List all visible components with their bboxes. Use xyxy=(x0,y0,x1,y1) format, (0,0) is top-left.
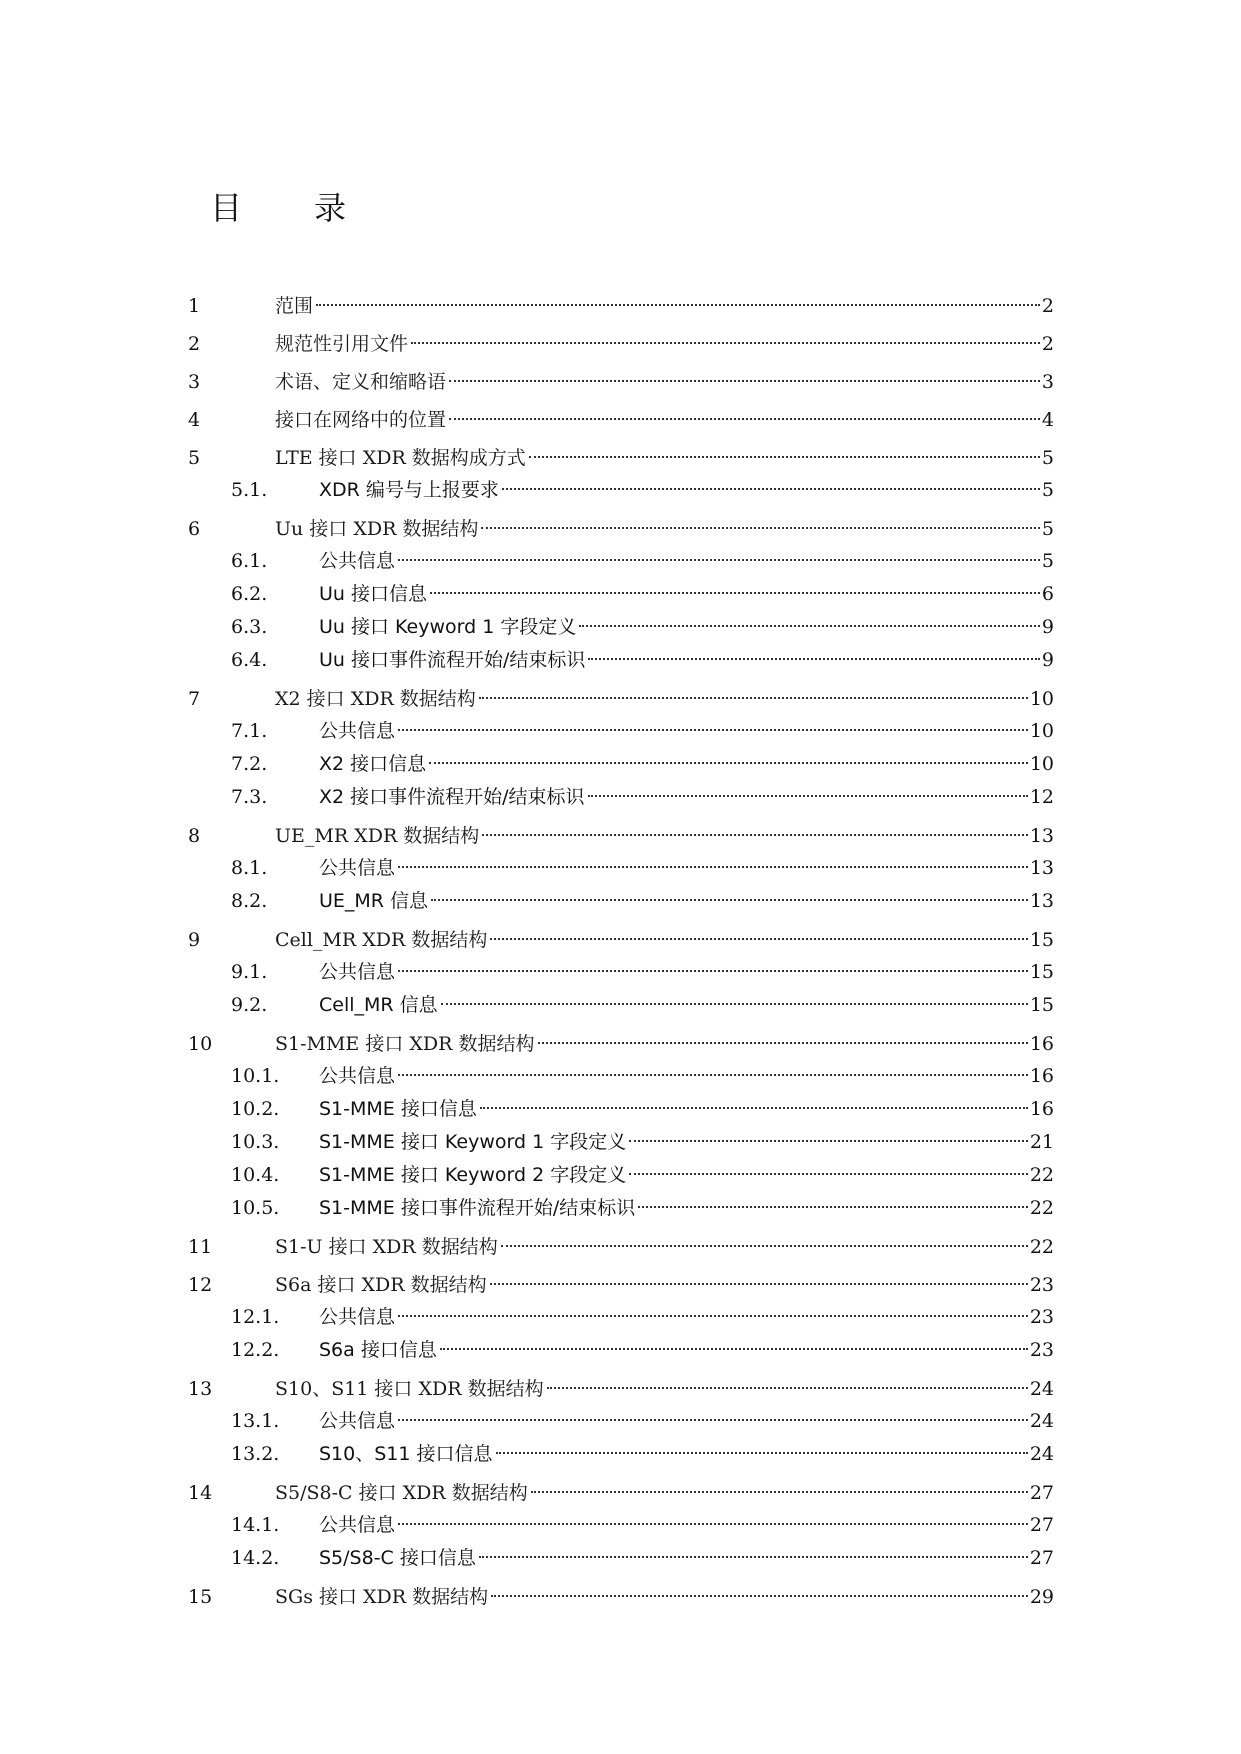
toc-entry-page-number[interactable]: 2 xyxy=(1041,333,1054,355)
toc-dot-leader xyxy=(449,380,1040,382)
toc-dot-leader xyxy=(398,1419,1028,1421)
toc-entry-title[interactable]: Uu 接口事件流程开始/结束标识 xyxy=(319,649,586,671)
toc-entry-title[interactable]: X2 接口事件流程开始/结束标识 xyxy=(319,786,585,808)
toc-entry-title[interactable]: 公共信息 xyxy=(319,1306,396,1328)
toc-dot-leader xyxy=(491,1595,1028,1597)
toc-entry-number: 6.4. xyxy=(231,649,268,671)
toc-entry-title[interactable]: Uu 接口 Keyword 1 字段定义 xyxy=(319,616,577,638)
toc-dot-leader xyxy=(501,1245,1028,1247)
toc-dot-leader xyxy=(479,1556,1028,1558)
toc-entry-number: 5.1. xyxy=(231,479,268,501)
toc-entry-number: 11 xyxy=(188,1236,213,1258)
toc-entry-title[interactable]: Cell_MR 信息 xyxy=(319,994,438,1016)
toc-entry-number: 2 xyxy=(188,333,201,355)
toc-entry-number: 6.3. xyxy=(231,616,268,638)
toc-entry-number: 4 xyxy=(188,409,201,431)
toc-entry-page-number[interactable]: 12 xyxy=(1029,786,1054,808)
toc-entry-title[interactable]: Uu 接口信息 xyxy=(319,583,427,605)
toc-entry[interactable] xyxy=(188,1438,1054,1471)
toc-entry-number: 10.2. xyxy=(231,1098,280,1120)
toc-entry-number: 8.2. xyxy=(231,890,268,912)
toc-entry-title[interactable]: 公共信息 xyxy=(319,857,396,879)
toc-entry-title[interactable]: 术语、定义和缩略语 xyxy=(275,371,447,393)
toc-dot-leader xyxy=(490,1283,1028,1285)
toc-entry[interactable] xyxy=(188,1542,1054,1575)
toc-entry-title[interactable]: Uu 接口 XDR 数据结构 xyxy=(275,518,479,540)
toc-entry[interactable] xyxy=(188,820,1054,852)
toc-entry-page-number[interactable]: 22 xyxy=(1029,1164,1054,1186)
toc-entry[interactable] xyxy=(188,366,1054,398)
toc-entry-page-number[interactable]: 27 xyxy=(1029,1547,1054,1569)
toc-dot-leader xyxy=(481,527,1039,529)
toc-entry-page-number[interactable]: 10 xyxy=(1029,688,1054,710)
toc-entry[interactable] xyxy=(188,1060,1054,1093)
toc-dot-leader xyxy=(431,899,1028,901)
toc-entry-title[interactable]: X2 接口 XDR 数据结构 xyxy=(275,688,476,710)
toc-entry-number: 7 xyxy=(188,688,201,710)
toc-entry[interactable] xyxy=(188,1192,1054,1225)
toc-entry[interactable] xyxy=(188,1509,1054,1542)
toc-entry-page-number[interactable]: 10 xyxy=(1029,720,1054,742)
toc-entry[interactable] xyxy=(188,989,1054,1022)
toc-entry-title[interactable]: 公共信息 xyxy=(319,1065,396,1087)
toc-entry-number: 12.1. xyxy=(231,1306,280,1328)
toc-entry[interactable] xyxy=(188,781,1054,814)
toc-dot-leader xyxy=(502,488,1040,490)
toc-dot-leader xyxy=(479,697,1028,699)
toc-entry-number: 9 xyxy=(188,929,201,951)
toc-entry[interactable] xyxy=(188,442,1054,474)
toc-entry-number: 12.2. xyxy=(231,1339,280,1361)
toc-entry-number: 14 xyxy=(188,1482,213,1504)
toc-entry-page-number[interactable]: 6 xyxy=(1041,583,1054,605)
toc-entry-title[interactable]: 公共信息 xyxy=(319,1514,396,1536)
toc-entry-title[interactable]: S1-MME 接口信息 xyxy=(319,1098,477,1120)
toc-entry-page-number[interactable]: 13 xyxy=(1029,890,1054,912)
toc-dot-leader xyxy=(588,658,1040,660)
toc-entry[interactable] xyxy=(188,1028,1054,1060)
table-of-contents xyxy=(188,290,1054,1613)
toc-entry-number: 7.3. xyxy=(231,786,268,808)
toc-entry-page-number[interactable]: 22 xyxy=(1029,1236,1054,1258)
toc-entry-page-number[interactable]: 4 xyxy=(1041,409,1054,431)
toc-entry-page-number[interactable]: 2 xyxy=(1041,295,1054,317)
toc-entry-title[interactable]: S5/S8-C 接口信息 xyxy=(319,1547,476,1569)
toc-entry-number: 10.5. xyxy=(231,1197,280,1219)
toc-entry-title[interactable]: 公共信息 xyxy=(319,1410,396,1432)
toc-entry[interactable] xyxy=(188,1405,1054,1438)
toc-entry-title[interactable]: UE_MR 信息 xyxy=(319,890,429,912)
toc-dot-leader xyxy=(398,866,1028,868)
page-title-char-2: 录 xyxy=(314,189,347,228)
toc-dot-leader xyxy=(441,1003,1028,1005)
toc-entry-number: 8.1. xyxy=(231,857,268,879)
toc-entry[interactable] xyxy=(188,885,1054,918)
toc-dot-leader xyxy=(449,418,1040,420)
toc-entry-page-number[interactable]: 24 xyxy=(1029,1378,1054,1400)
toc-dot-leader xyxy=(480,1107,1028,1109)
toc-entry[interactable] xyxy=(188,1231,1054,1263)
toc-entry-page-number[interactable]: 24 xyxy=(1029,1410,1054,1432)
toc-dot-leader xyxy=(490,938,1027,940)
toc-entry[interactable] xyxy=(188,924,1054,956)
toc-entry-page-number[interactable]: 23 xyxy=(1029,1274,1054,1296)
toc-dot-leader xyxy=(482,834,1028,836)
toc-entry-number: 10.3. xyxy=(231,1131,280,1153)
toc-entry[interactable] xyxy=(188,644,1054,677)
page-title-char-1: 目 xyxy=(210,189,243,228)
toc-entry[interactable] xyxy=(188,852,1054,885)
toc-entry-title[interactable]: 公共信息 xyxy=(319,720,396,742)
toc-entry[interactable] xyxy=(188,290,1054,322)
toc-entry-number: 14.2. xyxy=(231,1547,280,1569)
toc-entry-number: 10 xyxy=(188,1033,213,1055)
toc-entry-number: 9.1. xyxy=(231,961,268,983)
toc-dot-leader xyxy=(398,1315,1028,1317)
toc-entry-page-number[interactable]: 23 xyxy=(1029,1306,1054,1328)
toc-dot-leader xyxy=(629,1173,1028,1175)
toc-entry-page-number[interactable]: 24 xyxy=(1029,1443,1054,1465)
toc-dot-leader xyxy=(398,1074,1028,1076)
toc-dot-leader xyxy=(398,559,1040,561)
toc-entry[interactable] xyxy=(188,611,1054,644)
toc-entry-number: 6.1. xyxy=(231,550,268,572)
toc-entry-number: 15 xyxy=(188,1586,213,1608)
toc-entry-title[interactable]: 规范性引用文件 xyxy=(275,333,409,355)
toc-entry-title[interactable]: XDR 编号与上报要求 xyxy=(319,479,499,501)
toc-entry[interactable] xyxy=(188,1301,1054,1334)
toc-dot-leader xyxy=(638,1206,1028,1208)
toc-entry-number: 8 xyxy=(188,825,201,847)
toc-entry-number: 12 xyxy=(188,1274,213,1296)
toc-entry-page-number[interactable]: 16 xyxy=(1029,1065,1054,1087)
toc-entry-title[interactable]: S1-MME 接口事件流程开始/结束标识 xyxy=(319,1197,636,1219)
toc-dot-leader xyxy=(588,795,1028,797)
toc-entry-title[interactable]: 公共信息 xyxy=(319,961,396,983)
toc-dot-leader xyxy=(316,304,1040,306)
toc-entry-page-number[interactable]: 5 xyxy=(1041,550,1054,572)
toc-entry-page-number[interactable]: 21 xyxy=(1029,1131,1054,1153)
toc-entry[interactable] xyxy=(188,1373,1054,1405)
toc-entry-title[interactable]: S1-MME 接口 XDR 数据结构 xyxy=(275,1033,535,1055)
toc-dot-leader xyxy=(411,342,1040,344)
toc-entry-page-number[interactable]: 16 xyxy=(1029,1098,1054,1120)
toc-entry-page-number[interactable]: 13 xyxy=(1029,857,1054,879)
toc-entry[interactable] xyxy=(188,578,1054,611)
toc-entry-page-number[interactable]: 5 xyxy=(1041,479,1054,501)
toc-entry-number: 10.1. xyxy=(231,1065,280,1087)
toc-dot-leader xyxy=(398,729,1028,731)
toc-entry-number: 10.4. xyxy=(231,1164,280,1186)
toc-entry-number: 1 xyxy=(188,295,201,317)
toc-entry-page-number[interactable]: 5 xyxy=(1041,518,1054,540)
toc-entry-number: 5 xyxy=(188,447,201,469)
toc-dot-leader xyxy=(398,970,1028,972)
toc-entry-title[interactable]: 范围 xyxy=(275,295,314,317)
toc-entry-page-number[interactable]: 13 xyxy=(1029,825,1054,847)
toc-entry[interactable] xyxy=(188,683,1054,715)
toc-entry-title[interactable]: 公共信息 xyxy=(319,550,396,572)
toc-dot-leader xyxy=(538,1042,1028,1044)
toc-entry[interactable] xyxy=(188,748,1054,781)
toc-entry[interactable] xyxy=(188,956,1054,989)
toc-entry-page-number[interactable]: 3 xyxy=(1041,371,1054,393)
toc-dot-leader xyxy=(440,1348,1028,1350)
toc-dot-leader xyxy=(430,592,1040,594)
toc-entry-title[interactable]: SGs 接口 XDR 数据结构 xyxy=(275,1586,489,1608)
toc-entry-title[interactable]: S6a 接口 XDR 数据结构 xyxy=(275,1274,487,1296)
toc-entry[interactable] xyxy=(188,474,1054,507)
toc-entry[interactable] xyxy=(188,1159,1054,1192)
page-title xyxy=(210,183,346,229)
toc-dot-leader xyxy=(579,625,1040,627)
toc-entry[interactable] xyxy=(188,1269,1054,1301)
toc-entry[interactable] xyxy=(188,1581,1054,1613)
toc-entry-title[interactable]: S10、S11 接口 XDR 数据结构 xyxy=(275,1378,544,1400)
toc-entry-title[interactable]: S10、S11 接口信息 xyxy=(319,1443,493,1465)
toc-dot-leader xyxy=(496,1452,1028,1454)
toc-entry-title[interactable]: Cell_MR XDR 数据结构 xyxy=(275,929,488,951)
toc-entry-number: 6.2. xyxy=(231,583,268,605)
toc-entry-number: 7.2. xyxy=(231,753,268,775)
toc-entry[interactable] xyxy=(188,545,1054,578)
toc-entry-title[interactable]: S1-U 接口 XDR 数据结构 xyxy=(275,1236,498,1258)
toc-entry-page-number[interactable]: 9 xyxy=(1041,616,1054,638)
toc-entry-page-number[interactable]: 9 xyxy=(1041,649,1054,671)
toc-entry-page-number[interactable]: 16 xyxy=(1029,1033,1054,1055)
toc-entry-page-number[interactable]: 27 xyxy=(1029,1482,1054,1504)
toc-entry-title[interactable]: S1-MME 接口 Keyword 2 字段定义 xyxy=(319,1164,627,1186)
toc-entry-page-number[interactable]: 15 xyxy=(1029,929,1054,951)
toc-entry-number: 9.2. xyxy=(231,994,268,1016)
toc-entry-title[interactable]: UE_MR XDR 数据结构 xyxy=(275,825,480,847)
toc-entry-title[interactable]: S1-MME 接口 Keyword 1 字段定义 xyxy=(319,1131,627,1153)
toc-entry-page-number[interactable]: 5 xyxy=(1041,447,1054,469)
toc-entry-number: 3 xyxy=(188,371,201,393)
toc-entry-number: 13.2. xyxy=(231,1443,280,1465)
toc-entry-page-number[interactable]: 15 xyxy=(1029,994,1054,1016)
toc-entry-number: 6 xyxy=(188,518,201,540)
toc-entry[interactable] xyxy=(188,404,1054,436)
toc-entry[interactable] xyxy=(188,1477,1054,1509)
toc-entry-title[interactable]: S5/S8-C 接口 XDR 数据结构 xyxy=(275,1482,528,1504)
toc-dot-leader xyxy=(531,1491,1028,1493)
toc-entry-title[interactable]: X2 接口信息 xyxy=(319,753,427,775)
toc-entry[interactable] xyxy=(188,715,1054,748)
toc-entry[interactable] xyxy=(188,513,1054,545)
toc-entry-page-number[interactable]: 29 xyxy=(1029,1586,1054,1608)
toc-entry[interactable] xyxy=(188,328,1054,360)
toc-dot-leader xyxy=(629,1140,1028,1142)
toc-entry-page-number[interactable]: 22 xyxy=(1029,1197,1054,1219)
toc-entry[interactable] xyxy=(188,1334,1054,1367)
toc-dot-leader xyxy=(529,456,1040,458)
toc-entry-title[interactable]: LTE 接口 XDR 数据构成方式 xyxy=(275,447,526,469)
toc-entry-title[interactable]: 接口在网络中的位置 xyxy=(275,409,447,431)
toc-entry-page-number[interactable]: 23 xyxy=(1029,1339,1054,1361)
toc-dot-leader xyxy=(429,762,1028,764)
toc-entry-page-number[interactable]: 27 xyxy=(1029,1514,1054,1536)
toc-entry-number: 13.1. xyxy=(231,1410,280,1432)
toc-entry-number: 14.1. xyxy=(231,1514,280,1536)
toc-dot-leader xyxy=(547,1387,1028,1389)
toc-dot-leader xyxy=(398,1523,1028,1525)
toc-entry-number: 7.1. xyxy=(231,720,268,742)
toc-entry[interactable] xyxy=(188,1126,1054,1159)
toc-entry[interactable] xyxy=(188,1093,1054,1126)
toc-entry-title[interactable]: S6a 接口信息 xyxy=(319,1339,437,1361)
toc-entry-page-number[interactable]: 15 xyxy=(1029,961,1054,983)
toc-entry-page-number[interactable]: 10 xyxy=(1029,753,1054,775)
toc-entry-number: 13 xyxy=(188,1378,213,1400)
